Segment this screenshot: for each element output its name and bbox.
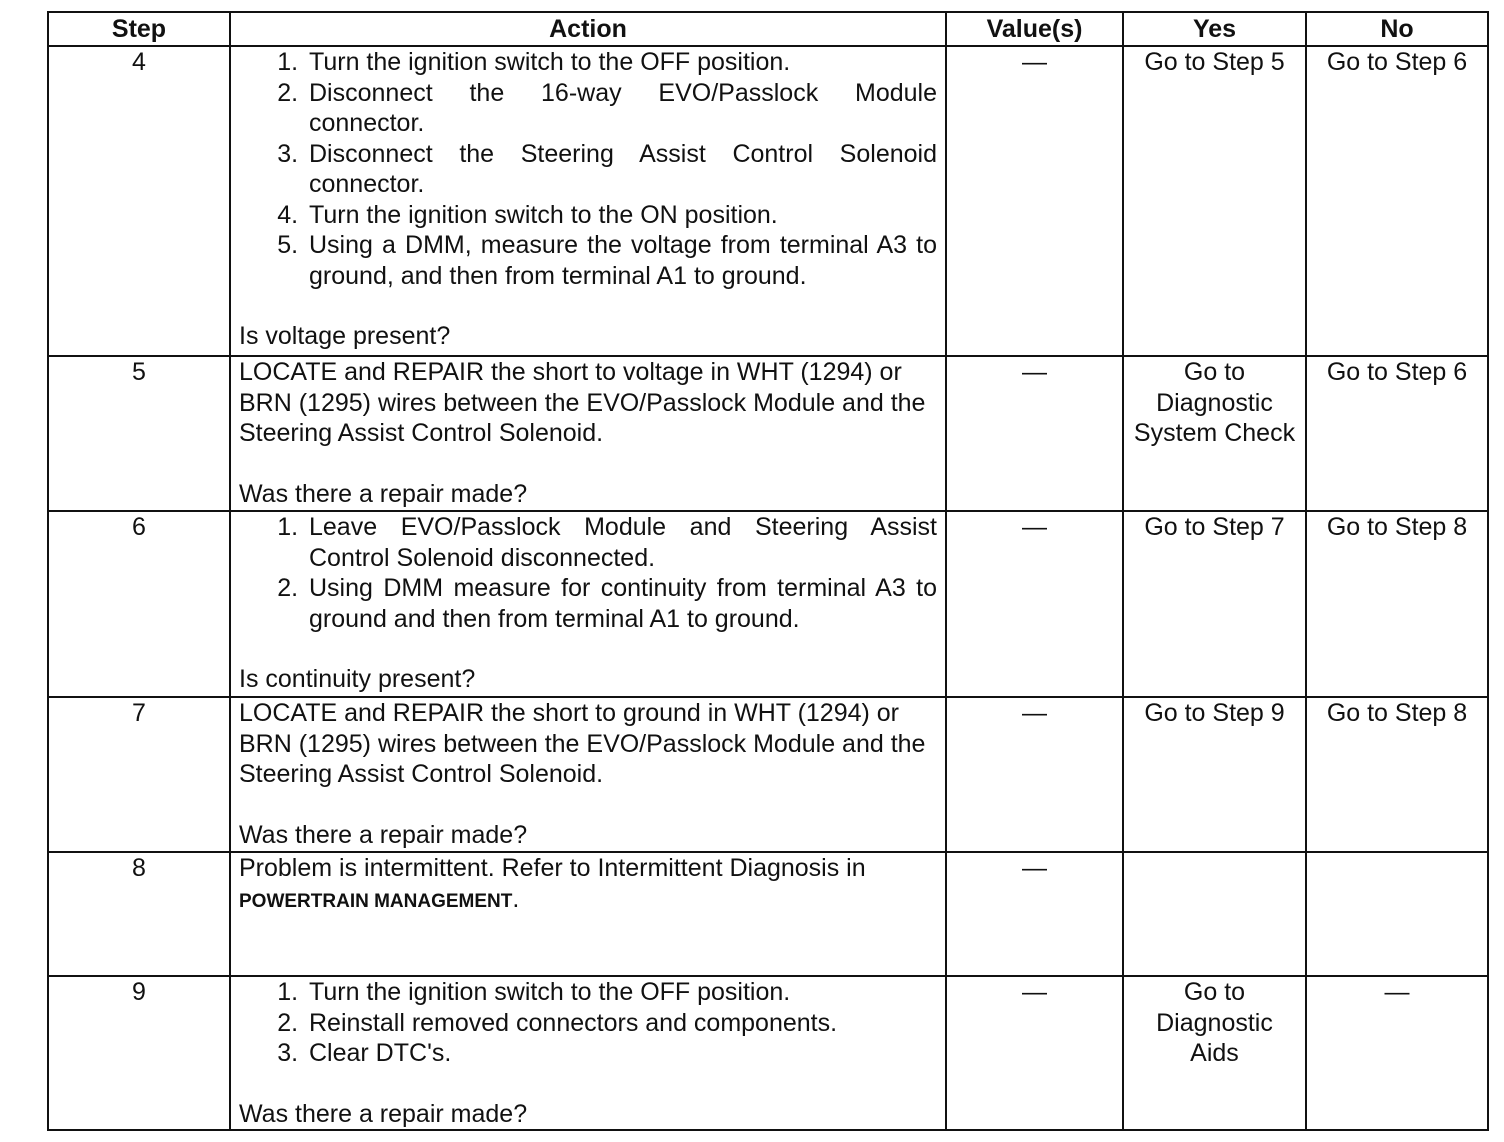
action-question: Was there a repair made? <box>239 479 528 508</box>
no-cell: Go to Step 6 <box>1306 46 1488 356</box>
header-values: Value(s) <box>946 12 1123 46</box>
action-text <box>239 853 937 917</box>
action-text: LOCATE and REPAIR the short to ground in WHT (1294) or BRN (1295) wires between the EVO/Passlock Module and the Steering Assist Control Solenoid. <box>239 699 926 788</box>
action-step: 1. Leave EVO/Passlock Module and Steering Assist Control Solenoid disconnected. <box>305 512 937 573</box>
header-row <box>48 12 1488 46</box>
action-cell <box>230 976 946 1130</box>
action-cell <box>230 46 946 356</box>
table-row-step-5 <box>48 356 1488 511</box>
action-step: 2. Reinstall removed connectors and components. <box>305 1008 937 1039</box>
header-action: Action <box>230 12 946 46</box>
no-cell: Go to Step 8 <box>1306 697 1488 852</box>
action-step: 5. Using a DMM, measure the voltage from terminal A3 to ground, and then from terminal A1 to ground. <box>305 230 937 291</box>
no-cell: Go to Step 8 <box>1306 511 1488 697</box>
value-cell: — <box>946 976 1123 1130</box>
yes-cell <box>1123 852 1306 976</box>
no-cell: — <box>1306 976 1488 1130</box>
step-number: 7 <box>48 697 230 852</box>
action-question: Is continuity present? <box>239 665 476 693</box>
header-no: No <box>1306 12 1488 46</box>
action-question: Is voltage present? <box>239 322 451 350</box>
action-step: 3. Clear DTC's. <box>305 1038 937 1069</box>
value-cell: — <box>946 46 1123 356</box>
action-text-prefix: Problem is intermittent. Refer to Intermittent Diagnosis in <box>239 854 866 882</box>
action-step: 1. Turn the ignition switch to the OFF position. <box>305 977 937 1008</box>
action-cell <box>230 356 946 511</box>
table-row-step-6 <box>48 511 1488 697</box>
step-number: 9 <box>48 976 230 1130</box>
yes-cell: Go to Step 9 <box>1123 697 1306 852</box>
step-number: 4 <box>48 46 230 356</box>
no-cell <box>1306 852 1488 976</box>
action-text: LOCATE and REPAIR the short to voltage in WHT (1294) or BRN (1295) wires between the EVO/Passlock Module and the Steering Assist Control Solenoid. <box>239 358 926 447</box>
value-cell: — <box>946 697 1123 852</box>
header-yes: Yes <box>1123 12 1306 46</box>
table-row-step-4 <box>48 46 1488 356</box>
value-cell: — <box>946 356 1123 511</box>
table-row-step-7 <box>48 697 1488 852</box>
action-step: 2. Using DMM measure for continuity from terminal A3 to ground and then from terminal A1 to ground. <box>305 573 937 634</box>
value-cell: — <box>946 511 1123 697</box>
yes-cell: Go to Diagnostic System Check <box>1123 356 1306 511</box>
step-number: 6 <box>48 511 230 697</box>
action-steps <box>239 47 937 291</box>
header-step: Step <box>48 12 230 46</box>
yes-cell: Go to Step 5 <box>1123 46 1306 356</box>
action-step: 3. Disconnect the Steering Assist Control Solenoid connector. <box>305 139 937 200</box>
action-text-suffix: . <box>512 884 520 913</box>
step-number: 5 <box>48 356 230 511</box>
yes-cell: Go to Step 7 <box>1123 511 1306 697</box>
step-number: 8 <box>48 852 230 976</box>
table-row-step-9 <box>48 976 1488 1130</box>
yes-cell: Go to Diagnostic Aids <box>1123 976 1306 1130</box>
action-step: 2. Disconnect the 16-way EVO/Passlock Module connector. <box>305 78 937 139</box>
diagnostic-table <box>47 11 1489 1131</box>
table-row-step-8 <box>48 852 1488 976</box>
action-step: 1. Turn the ignition switch to the OFF position. <box>305 47 937 78</box>
action-step: 4. Turn the ignition switch to the ON position. <box>305 200 937 231</box>
action-steps <box>239 512 937 634</box>
value-cell: — <box>946 852 1123 976</box>
action-cell <box>230 511 946 697</box>
action-steps <box>239 977 937 1069</box>
action-question: Was there a repair made? <box>239 1099 528 1128</box>
action-question: Was there a repair made? <box>239 820 528 849</box>
action-cell <box>230 852 946 976</box>
no-cell: Go to Step 6 <box>1306 356 1488 511</box>
action-cell <box>230 697 946 852</box>
manual-section-reference: POWERTRAIN MANAGEMENT <box>239 890 513 912</box>
